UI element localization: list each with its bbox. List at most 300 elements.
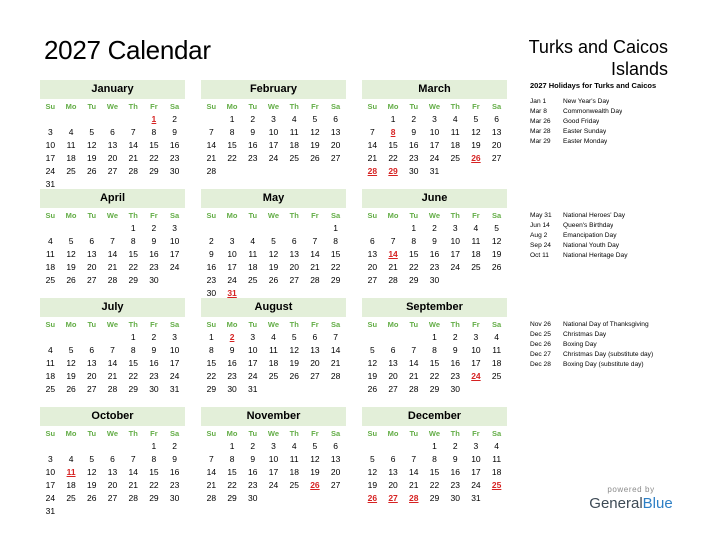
month-name: October [40,407,185,426]
holiday-day-cell: 26 [310,480,320,490]
day-cell: 15 [429,467,440,477]
day-cell: 15 [227,140,237,150]
holiday-row [530,117,680,127]
holiday-row [530,221,680,231]
weekday-label: Fr [472,429,480,438]
day-cell: 7 [130,454,136,464]
weekday-label: Sa [331,320,341,329]
weekday-label: Th [450,211,460,220]
day-cell: 1 [432,441,437,451]
weekday-label: Sa [492,102,502,111]
weekday-label: Mo [387,429,399,438]
day-cell: 15 [149,140,159,150]
empty-cell [284,222,305,235]
month-calendar [201,298,346,396]
weekday-label: We [267,102,280,111]
empty-cell [242,222,263,235]
day-cell: 7 [333,332,338,342]
holiday-row [530,211,680,221]
day-cell: 6 [110,454,115,464]
day-cell: 10 [471,345,481,355]
day-cell: 24 [268,480,279,490]
weekday-label: Su [367,102,378,111]
day-cell: 23 [248,480,258,490]
weekday-label: Tu [248,320,258,329]
day-cell: 14 [107,249,118,259]
holiday-name: Boxing Day (substitute day) [563,361,644,368]
day-cell: 9 [452,454,458,464]
day-cell: 11 [66,140,76,150]
day-cell: 11 [45,249,55,259]
month-calendar [40,189,185,287]
day-cell: 11 [248,249,258,259]
day-cell: 21 [310,262,320,272]
holiday-date: Oct 11 [530,252,549,259]
day-cell: 24 [429,153,440,163]
weekday-label: Tu [87,211,97,220]
empty-cell [102,113,123,126]
day-cell: 1 [333,223,338,233]
weekday-label: Mo [387,102,399,111]
month-name: November [201,407,346,426]
day-cell: 20 [388,480,398,490]
weekday-label: We [106,320,119,329]
day-cell: 6 [291,236,297,246]
day-cell: 7 [411,454,417,464]
holiday-date: Dec 27 [530,351,551,358]
day-cell: 6 [390,345,396,355]
day-cell: 12 [66,358,76,368]
weekday-label: Fr [150,102,158,111]
day-cell: 14 [206,467,217,477]
day-cell: 28 [107,384,118,394]
day-grid [40,331,185,396]
day-cell: 18 [66,153,76,163]
day-cell: 18 [45,371,56,381]
holiday-name: Christmas Day (substitute day) [563,351,654,358]
weekday-label: Mo [65,429,77,438]
day-cell: 27 [107,493,118,503]
weekday-label: Tu [409,102,419,111]
day-cell: 16 [409,140,419,150]
holiday-row [530,231,680,241]
weekday-label: Su [45,211,56,220]
day-cell: 13 [367,249,378,259]
weekday-label: Tu [248,211,258,220]
day-cell: 19 [268,262,279,272]
weekday-label: Sa [331,429,341,438]
weekday-label: Sa [170,102,180,111]
weekday-label: Th [289,429,299,438]
empty-cell [403,331,424,344]
day-cell: 22 [128,262,138,272]
weekday-header [362,318,507,331]
day-cell: 12 [310,454,320,464]
weekday-label: Mo [226,429,238,438]
weekday-label: Th [128,102,138,111]
day-cell: 14 [128,140,138,150]
month-name: August [201,298,346,317]
day-cell: 13 [388,358,398,368]
day-cell: 20 [388,371,398,381]
day-cell: 10 [429,127,440,137]
weekday-label: We [106,429,119,438]
day-cell: 28 [128,493,138,503]
day-cell: 2 [452,332,458,342]
empty-cell [362,440,383,453]
day-cell: 15 [409,249,419,259]
empty-cell [362,113,383,126]
day-cell: 27 [367,275,378,285]
day-cell: 3 [47,127,53,137]
day-cell: 26 [66,384,76,394]
weekday-label: Fr [150,320,158,329]
day-cell: 6 [110,127,115,137]
day-cell: 23 [450,371,460,381]
day-cell: 11 [269,345,278,355]
day-cell: 23 [206,275,217,285]
weekday-label: Mo [65,320,77,329]
day-cell: 19 [66,262,76,272]
day-cell: 4 [291,114,297,124]
empty-cell [81,331,102,344]
day-cell: 30 [227,384,237,394]
empty-cell [81,113,102,126]
holiday-day-cell: 24 [471,371,481,381]
day-cell: 2 [432,223,437,233]
day-cell: 3 [229,236,235,246]
day-cell: 18 [471,249,481,259]
day-cell: 22 [409,262,419,272]
day-cell: 16 [149,249,159,259]
day-cell: 2 [411,114,417,124]
month-name: May [201,189,346,208]
day-cell: 20 [107,153,118,163]
day-cell: 8 [229,454,235,464]
empty-cell [40,440,61,453]
day-cell: 28 [388,275,398,285]
holiday-name: Good Friday [563,118,600,125]
day-cell: 5 [369,454,375,464]
day-cell: 25 [289,480,299,490]
day-cell: 9 [208,249,214,259]
day-cell: 23 [248,153,258,163]
day-cell: 28 [206,493,217,503]
day-cell: 28 [128,166,138,176]
weekday-label: Fr [311,320,319,329]
holiday-name: National Heritage Day [563,252,628,259]
holiday-day-cell: 1 [151,114,157,124]
day-cell: 9 [250,127,256,137]
day-cell: 3 [172,332,177,342]
empty-cell [222,222,243,235]
empty-cell [40,222,61,235]
day-cell: 14 [367,140,378,150]
day-cell: 16 [450,467,460,477]
day-cell: 24 [450,262,460,272]
day-cell: 4 [494,441,499,451]
weekday-label: We [428,320,441,329]
holiday-row [530,251,680,261]
day-cell: 15 [388,140,398,150]
holiday-name: National Youth Day [563,242,620,249]
day-cell: 28 [330,371,341,381]
day-cell: 30 [169,493,180,503]
day-cell: 22 [429,480,440,490]
holiday-name: National Heroes' Day [563,212,626,219]
day-cell: 10 [268,454,279,464]
holiday-row [530,127,680,137]
day-cell: 13 [87,358,97,368]
day-cell: 8 [333,236,338,246]
day-cell: 29 [429,493,440,503]
month-name: July [40,298,185,317]
day-cell: 22 [429,371,440,381]
day-cell: 21 [388,262,398,272]
empty-cell [40,113,61,126]
day-cell: 22 [227,480,237,490]
day-cell: 1 [208,332,214,342]
day-cell: 28 [310,275,320,285]
weekday-label: We [428,102,441,111]
weekday-label: Fr [150,429,158,438]
weekday-label: Th [289,211,299,220]
empty-cell [383,331,404,344]
weekday-label: Th [128,211,138,220]
holiday-date: Dec 25 [530,331,551,338]
holiday-list [530,320,680,370]
day-cell: 7 [312,236,318,246]
day-cell: 3 [452,223,458,233]
day-cell: 5 [473,114,479,124]
day-cell: 13 [289,249,299,259]
day-cell: 29 [330,275,341,285]
empty-cell [123,113,144,126]
weekday-label: We [428,429,441,438]
day-cell: 30 [206,288,217,298]
brand-general: General [589,495,643,512]
day-cell: 10 [471,454,481,464]
day-cell: 4 [47,236,53,246]
day-cell: 6 [312,332,318,342]
day-cell: 16 [248,140,258,150]
holiday-row [530,137,680,147]
day-cell: 12 [289,345,299,355]
day-cell: 6 [390,454,396,464]
empty-cell [383,222,404,235]
day-cell: 16 [429,249,440,259]
day-cell: 19 [289,358,299,368]
day-cell: 19 [66,371,76,381]
holiday-day-cell: 8 [390,127,396,137]
day-cell: 1 [432,332,437,342]
month-calendar [201,407,346,505]
day-grid [362,331,507,396]
day-grid [201,113,346,178]
weekday-label: Th [450,320,460,329]
day-cell: 21 [107,262,118,272]
holiday-name: Emancipation Day [563,232,617,239]
day-cell: 29 [149,493,159,503]
day-cell: 8 [432,345,437,355]
day-cell: 8 [208,345,214,355]
day-cell: 19 [367,371,378,381]
day-cell: 21 [107,371,118,381]
day-cell: 7 [110,345,115,355]
day-cell: 15 [429,358,440,368]
day-cell: 24 [169,262,180,272]
day-cell: 18 [289,467,299,477]
day-cell: 8 [130,345,136,355]
empty-cell [362,222,383,235]
day-cell: 20 [310,358,320,368]
day-cell: 24 [45,493,56,503]
weekday-label: Su [45,320,56,329]
day-cell: 16 [206,262,217,272]
weekday-label: Th [450,102,460,111]
weekday-label: Mo [65,102,77,111]
day-cell: 28 [206,166,217,176]
day-grid [40,440,185,518]
day-cell: 8 [151,127,157,137]
weekday-label: Sa [170,211,180,220]
weekday-label: We [267,320,280,329]
weekday-header [201,209,346,222]
day-cell: 12 [310,127,320,137]
day-cell: 17 [471,358,481,368]
day-cell: 19 [87,480,97,490]
empty-cell [403,440,424,453]
weekday-label: We [267,211,280,220]
day-cell: 25 [289,153,299,163]
weekday-label: Mo [65,211,77,220]
weekday-label: Mo [226,102,238,111]
weekday-label: Tu [409,211,419,220]
weekday-label: Su [206,429,217,438]
day-cell: 8 [229,127,235,137]
holiday-date: Dec 28 [530,361,551,368]
day-cell: 19 [491,249,502,259]
weekday-label: Sa [492,320,502,329]
day-cell: 11 [492,454,502,464]
weekday-label: Tu [248,102,258,111]
day-cell: 2 [250,114,256,124]
day-cell: 3 [271,441,276,451]
day-cell: 27 [87,384,97,394]
day-cell: 22 [388,153,398,163]
day-cell: 13 [491,127,502,137]
month-calendar [362,407,507,505]
month-calendar [40,80,185,191]
day-cell: 12 [367,358,378,368]
day-cell: 5 [271,236,276,246]
holidays-title: 2027 Holidays for Turks and Caicos [530,81,657,90]
day-cell: 18 [450,140,460,150]
day-cell: 13 [330,454,341,464]
day-cell: 31 [45,179,56,189]
day-cell: 6 [369,236,375,246]
weekday-label: Tu [248,429,258,438]
brand-blue: Blue [642,495,673,512]
day-cell: 29 [128,275,138,285]
day-cell: 30 [429,275,440,285]
day-cell: 26 [289,371,299,381]
day-cell: 10 [45,140,56,150]
day-cell: 6 [333,441,338,451]
day-cell: 16 [169,140,180,150]
day-cell: 5 [369,345,375,355]
day-cell: 23 [169,153,180,163]
day-cell: 31 [429,166,440,176]
month-name: March [362,80,507,99]
day-cell: 3 [172,223,177,233]
day-cell: 7 [369,127,375,137]
day-cell: 26 [491,262,502,272]
day-grid [201,440,346,505]
month-calendar [362,298,507,396]
day-cell: 7 [208,454,214,464]
day-cell: 4 [250,236,256,246]
day-cell: 19 [87,153,97,163]
day-cell: 22 [128,371,138,381]
day-cell: 21 [206,480,217,490]
powered-by-text: powered by [607,485,655,494]
day-cell: 1 [390,114,396,124]
day-cell: 16 [227,358,237,368]
day-cell: 5 [68,236,74,246]
day-cell: 10 [169,236,180,246]
day-cell: 2 [172,114,177,124]
day-cell: 17 [45,480,56,490]
month-name: June [362,189,507,208]
weekday-label: Sa [170,320,180,329]
day-cell: 21 [330,358,341,368]
holiday-date: Jan 1 [530,98,547,105]
day-cell: 29 [206,384,217,394]
day-cell: 3 [271,114,276,124]
day-cell: 26 [87,166,97,176]
day-cell: 23 [227,371,237,381]
day-cell: 25 [45,275,56,285]
day-cell: 5 [291,332,297,342]
day-cell: 29 [227,493,237,503]
day-cell: 2 [452,441,458,451]
day-cell: 11 [471,236,481,246]
day-cell: 12 [471,127,481,137]
weekday-label: Fr [311,429,319,438]
weekday-label: Sa [331,211,341,220]
day-cell: 18 [491,467,502,477]
day-cell: 14 [330,345,341,355]
weekday-header [40,318,185,331]
day-cell: 18 [491,358,502,368]
day-cell: 11 [492,345,502,355]
holiday-date: Sep 24 [530,242,551,249]
day-cell: 20 [289,262,299,272]
weekday-label: We [267,429,280,438]
day-grid [362,440,507,505]
empty-cell [61,113,82,126]
day-cell: 31 [45,506,56,516]
empty-cell [81,440,102,453]
day-cell: 3 [473,332,479,342]
month-calendar [40,407,185,518]
day-cell: 15 [128,249,138,259]
holiday-row [530,350,680,360]
day-cell: 14 [128,467,138,477]
month-name: January [40,80,185,99]
day-cell: 9 [172,127,177,137]
